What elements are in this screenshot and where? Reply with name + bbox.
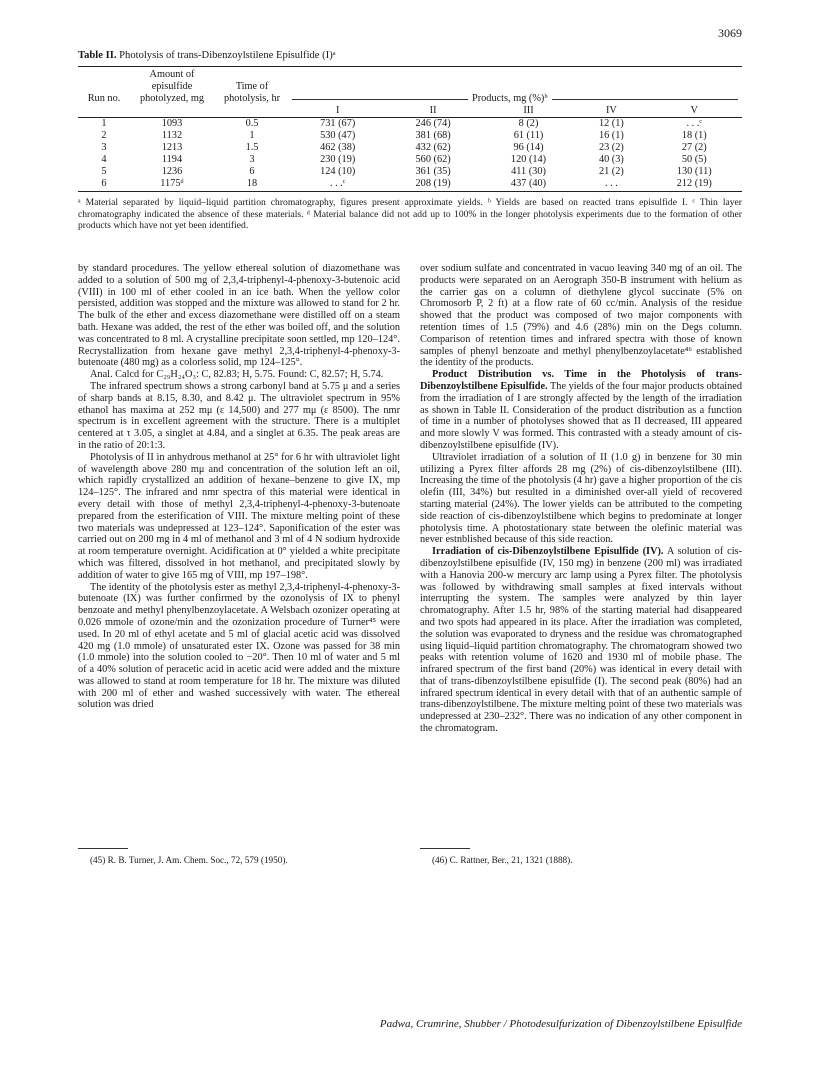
table-cell: 530 (47) (320, 130, 356, 141)
table-cell: 437 (40) (510, 178, 547, 189)
table-row (78, 178, 742, 190)
table-cell: 246 (74) (415, 118, 451, 129)
table-cell: 130 (11) (676, 166, 712, 177)
table-cell: 208 (19) (415, 178, 451, 189)
table-cell: 40 (3) (598, 154, 624, 165)
left-column (78, 263, 400, 711)
table-cell: 1 (101, 118, 107, 129)
table-cell: 462 (38) (320, 142, 356, 153)
table-cell: 18 (246, 178, 258, 189)
table-cell: 21 (2) (598, 166, 624, 177)
header-product-iii: III (523, 105, 534, 116)
table-title: Photolysis of trans-Dibenzoylstilene Episulfide (I)ᵃ (119, 50, 336, 61)
table-row (78, 130, 742, 142)
right-paragraph: Irradiation of cis-Dibenzoylstilbene Episulfide (IV). A solution of cis-dibenzoylstilbene episulfide (IV, 150 mg) in benzene (200 ml) was irradiated with a Hanovia 200-w mercury arc lamp using a Pyrex filter. The photolysis was followed by withdrawing small samples at fixed intervals without interrupting the system. The samples were analyzed by thin layer chromatography. After 1.5 hr, 98% of the starting material had disappeared and two spots had appeared in its place. After the irradiation was completed, the solution was evaporated to dryness and the residue was chromatographed using liquid–liquid partition chromatography. The chromatogram showed two peaks with retention volume of 1620 and 1930 ml of mobile phase. The infrared spectrum of the first band (20%) was identical in every detail with that of trans-dibenzoylstilbene episulfide (I). The second peak (80%) had an infrared spectrum identical in every detail with that of an authentic sample of trans-dibenzoylstilbene. The mixture melting point of these two materials was undepressed at 230–232°. There was no indication of any other component in the chromatogram. (420, 546, 742, 735)
table-cell: 2 (101, 130, 107, 141)
table-cell: 5 (101, 166, 107, 177)
footnote-rule (78, 848, 128, 849)
table-cell: 6 (101, 178, 107, 189)
table-cell: 1132 (161, 130, 183, 141)
table-cell: 381 (68) (415, 130, 451, 141)
header-product-v: V (690, 105, 698, 116)
running-footer: Padwa, Crumrine, Shubber / Photodesulfurization of Dibenzoylstilbene Episulfide (379, 1018, 742, 1030)
table-cell: 1213 (161, 142, 183, 153)
table-footnote: ᵃ Material separated by liquid–liquid partition chromatography, figures present approximate yields. ᵇ Yields are based on reacted trans episulfide I. ᶜ Thin layer chromatography indicated the absence of these materials. ᵈ Material balance did not add up to 100% in the longer photolysis experiments due to the formation of other products which have not yet been identified. (78, 197, 742, 231)
table-cell: . . . (604, 178, 618, 189)
table-cell: 120 (14) (510, 154, 547, 165)
table-cell: 212 (19) (676, 178, 712, 189)
header-products-group (290, 67, 742, 105)
table-cell: 230 (19) (320, 154, 356, 165)
table-row (78, 166, 742, 178)
table-cell: 3 (249, 154, 255, 165)
table-cell: 560 (62) (415, 154, 451, 165)
header-product-ii: II (429, 105, 437, 116)
table-cell: 6 (249, 166, 255, 177)
footnote-rule (420, 848, 470, 849)
table-cell: 411 (30) (511, 166, 546, 177)
right-paragraph: over sodium sulfate and concentrated in vacuo leaving 340 mg of an oil. The products were separated on an Aerograph 350-B instrument with helium as the carrier gas on a column of diethylene glycol succinate (5% on Chromosorb P, 2 ft) at a flow rate of 60 cc/min. Analysis of the residue showed that the product was composed of two major components with retention times of 1.5 (79%) and 4.6 (28%) min on the Degs column. Comparison of retention times and infrared spectra with those of known samples of phenyl benzoate and methyl phenylbenzoylacetate⁴⁶ established the identity of the products. (420, 263, 742, 369)
right-paragraph: Product Distribution vs. Time in the Photolysis of trans-Dibenzoylstilbene Episulfide. The yields of the four major products obtained from the irradiation of I are strongly affected by the length of the irradiation as shown in Table II. Consideration of the product distribution as a function of time in a number of photolyses showed that as II decreased, III appeared and more slowly V was formed. This contrasted with a steady amount of cis-dibenzoylstilbene episulfide (IV). (420, 369, 742, 451)
header-run: Run no. (87, 93, 121, 104)
table-cell: . . .ᶜ (686, 118, 703, 129)
table-cell: 1194 (161, 154, 183, 165)
section-heading: Product Distribution vs. Time in the Photolysis of trans-Dibenzoylstilbene Episulfide. (420, 369, 742, 392)
table-label: Table II. (78, 50, 117, 61)
table-cell: 731 (67) (320, 118, 356, 129)
products-table (78, 64, 742, 232)
table-cell: 96 (14) (513, 142, 544, 153)
table-cell: 1 (249, 130, 255, 141)
table-cell: 61 (11) (513, 130, 544, 141)
table-cell: 1236 (161, 166, 183, 177)
table-cell: 12 (1) (598, 118, 624, 129)
right-column (420, 263, 742, 735)
table-row (78, 142, 742, 154)
table-caption (78, 50, 336, 61)
table-cell: 1175ᵈ (160, 178, 184, 189)
footnote-46: (46) C. Rattner, Ber., 21, 1321 (1888). (432, 855, 573, 865)
left-paragraph: The identity of the photolysis ester as methyl 2,3,4-triphenyl-4-phenoxy-3-butenoate (IX) was further confirmed by the ozonolysis of IX to phenyl benzoate and methyl phenylbenzoylacetate. A Welsbach ozonizer operating at 0.026 mmole of ozone/min and the ozonization procedure of Turner⁴⁵ were used. In 20 ml of ethyl acetate and 5 ml of glacial acetic acid was dissolved 420 mg (1.0 mmole) of unsaturated ester IX. Ozone was passed for 38 min (1.0 mmole) into the solution cooled to −20°. Then 10 ml of water and 5 ml of a 40% solution of peracetic acid in acetic acid were added and the mixture was allowed to stand at room temperature for 18 hr. The mixture was diluted with 200 ml of ether and washed successively with water. The ethereal solution was dried (78, 581, 400, 711)
table-cell: 361 (35) (415, 166, 451, 177)
table-cell: . . .ᶜ (329, 178, 346, 189)
table-cell: 432 (62) (415, 142, 451, 153)
table-cell: 1093 (161, 118, 183, 129)
left-paragraph: Photolysis of II in anhydrous methanol at 25° for 6 hr with ultraviolet light of wavelength above 280 mμ and concentration of the solution left an oil, which rapidly crystallized an addition of hexane–benzene to give IX, mp 124–125°. The infrared and nmr spectra of this material were identical in every detail with those of methyl 2,3,4-triphenyl-4-phenoxy-3-butenoate prepared from the esterification of VIII. The mixture melting point of these two materials was undepressed at 123–124°. Saponification of the ester was carried out on 200 mg in 4 ml of methanol and 3 ml of 4 N sodium hydroxide at room temperature overnight. Acidification at 0° yielded a white precipitate which was filtered, dissolved in hot methanol, and precipitated slowly by addition of water to give 165 mg of VIII, mp 197–198°. (78, 451, 400, 581)
table-cell: 50 (5) (681, 154, 707, 165)
table-cell: 0.5 (245, 118, 259, 129)
page-number: 3069 (718, 26, 742, 40)
left-paragraph: by standard procedures. The yellow ethereal solution of diazomethane was added to a solution of 500 mg of 2,3,4-triphenyl-4-phenoxy-3-butenoic acid (VIII) in 100 ml of ether cooled in an ice bath. When the yellow color persisted, addition was stopped and the mixture was allowed to stand for 2 hr. The bulk of the ether and excess diazomethane were distilled off on a steam bath. Hexane was added, the rest of the ether was boiled off, and the solution was concentrated to 8 ml. A crystalline precipitate soon settled, mp 120–124°. Recrystallization from hexane gave methyl 2,3,4-triphenyl-4-phenoxy-3-butenoate (480 mg) as a colorless solid, mp 124–125°. (78, 263, 400, 369)
header-product-iv: IV (605, 105, 617, 116)
section-heading: Irradiation of cis-Dibenzoylstilbene Episulfide (IV). (432, 546, 664, 558)
header-product-i: I (335, 105, 340, 116)
table-cell: 23 (2) (598, 142, 624, 153)
left-paragraph: Anal. Calcd for C₂₉H₂₄O₃: C, 82.83; H, 5.75. Found: C, 82.57; H, 5.74. (90, 369, 384, 381)
table-cell: 4 (101, 154, 107, 165)
table-cell: 27 (2) (681, 142, 707, 153)
table-cell: 1.5 (245, 142, 259, 153)
left-paragraph: The infrared spectrum shows a strong carbonyl band at 5.75 μ and a series of sharp bands at 8.15, 8.30, and 8.42 μ. The ultraviolet spectrum in 95% ethanol has maxima at 252 mμ (ε 14,500) and 277 mμ (ε 8500). The nmr spectrum is in excellent agreement with the structure. There is a multiplet centered at τ 3.05, a singlet at 4.84, and a singlet at 6.35. The peak areas are in the ratio of 20:1:3. (78, 380, 400, 451)
table-cell: 18 (1) (681, 130, 707, 141)
table-row (78, 118, 742, 130)
header-products: Products, mg (%)ᵇ (468, 93, 552, 105)
right-paragraph: Ultraviolet irradiation of a solution of II (1.0 g) in benzene for 30 min utilizing a Pyrex filter affords 28 mg (2%) of cis-dibenzoylstilbene (III). Increasing the time of the photolysis (4 hr) gave a higher proportion of the cis olefin (III, 34%) but resulted in a diminished over-all yield of recovered starting material (24%). The lower yields can be attributed to the competing side reaction of cis-dibenzoylstilbene which begins to predominate at longer photolysis time. A photostationary state between the olefinic material was never estnblished because of this side reaction. (420, 451, 742, 546)
table-row (78, 154, 742, 166)
header-amount: Amount of episulfide photolyzed, mg (139, 69, 205, 104)
header-time: Time of photolysis, hr (223, 81, 281, 104)
table-cell: 8 (2) (518, 118, 539, 129)
table-cell: 16 (1) (598, 130, 624, 141)
table-cell: 124 (10) (320, 166, 356, 177)
footnote-45: (45) R. B. Turner, J. Am. Chem. Soc., 72, 579 (1950). (90, 855, 288, 865)
table-cell: 3 (101, 142, 107, 153)
